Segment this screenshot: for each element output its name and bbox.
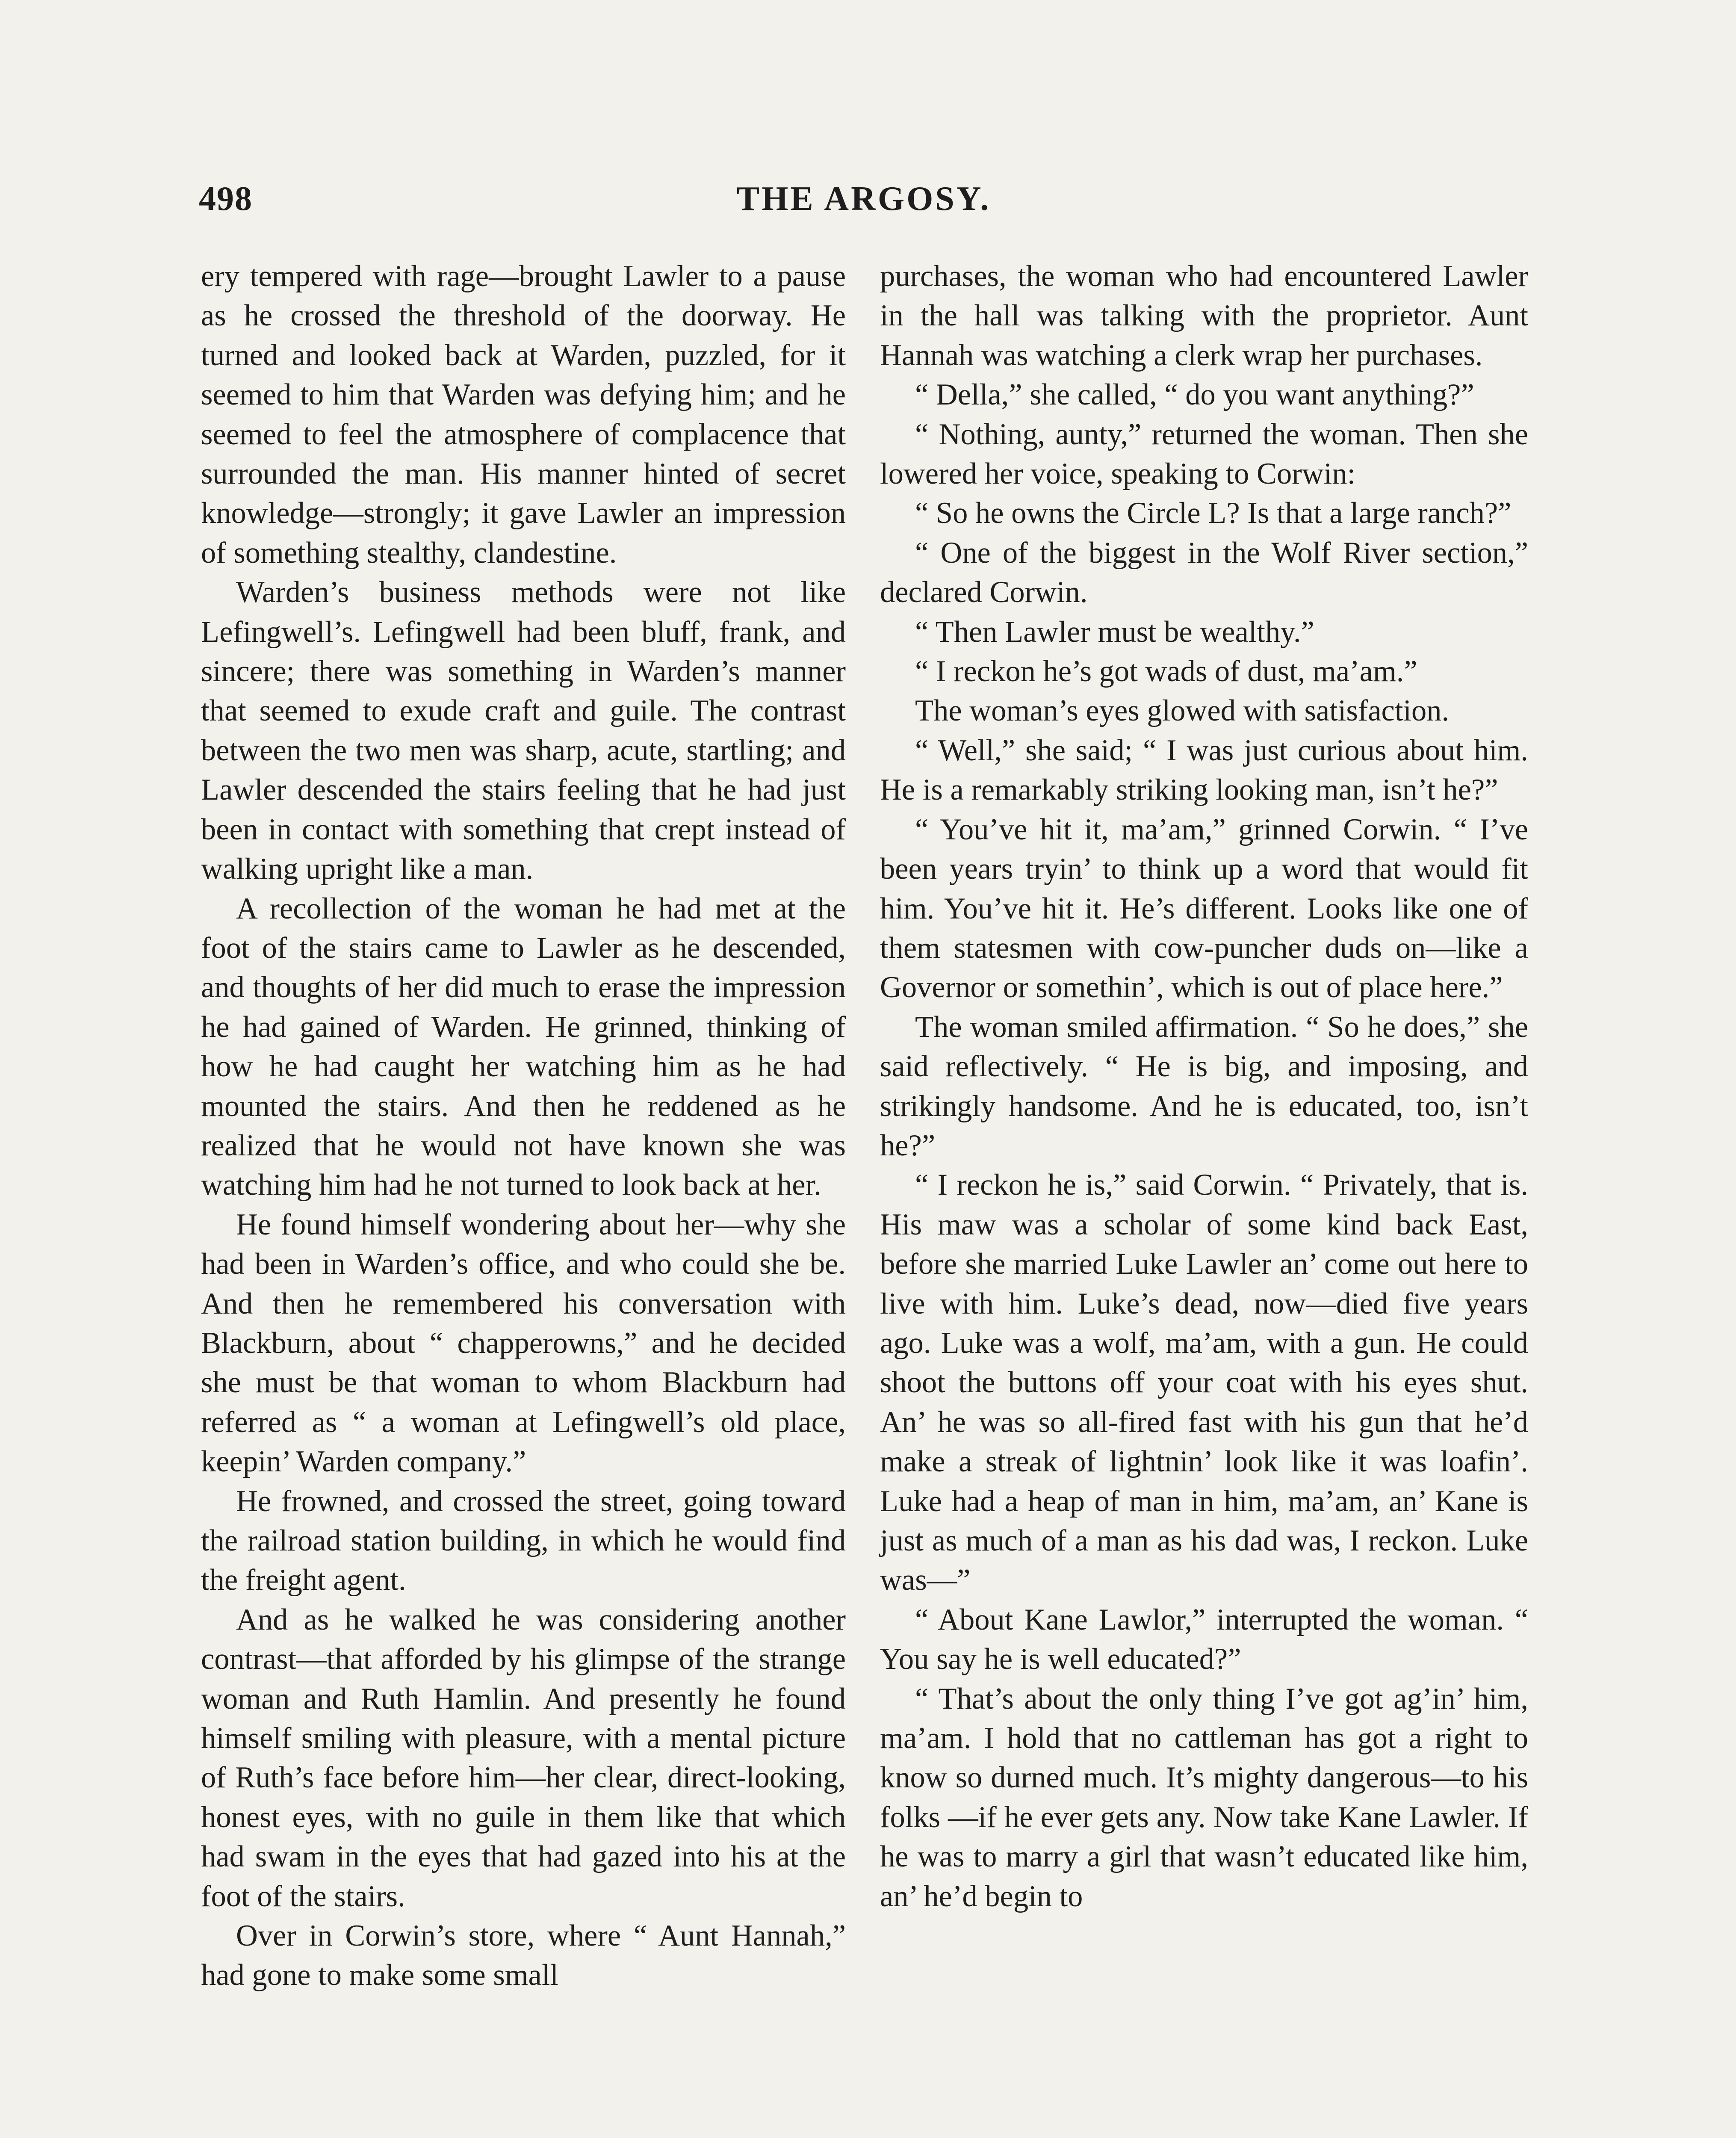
right-column <box>880 257 1528 1916</box>
paragraph: A recollection of the woman he had met at the foot of the stairs came to Lawler as he descended, and thoughts of her did much to erase the impression he had gained of Warden. He grinned, thinking of how he had caught her watching him as he had mounted the stairs. And then he reddened as he realized that he would not have known she was watching him had he not turned to look back at her. <box>201 892 846 1202</box>
paragraph: The woman smiled affirmation. “ So he does,” she said reflectively. “ He is big, and imposing, and strikingly handsome. And he is educated, too, isn’t he?” <box>880 1010 1528 1162</box>
page-number: 498 <box>199 180 253 218</box>
paragraph: And as he walked he was considering another contrast—that afforded by his glimpse of the strange woman and Ruth Hamlin. And presently he found himself smiling with pleasure, with a mental picture of Ruth’s face before him—her clear, direct-looking, honest eyes, with no guile in them like that which had swam in the eyes that had gazed into his at the foot of the stairs. <box>201 1603 846 1913</box>
paragraph: “ Then Lawler must be wealthy.” <box>915 615 1314 649</box>
running-title: THE ARGOSY. <box>736 180 991 218</box>
paragraph: “ Della,” she called, “ do you want anything?” <box>915 378 1474 412</box>
page-header <box>199 180 1529 227</box>
paragraph: Over in Corwin’s store, where “ Aunt Hannah,” had gone to make some small <box>201 1919 846 1992</box>
paragraph: He found himself wondering about her—why she had been in Warden’s office, and who could she be. And then he remembered his conversation with Blackburn, about “ chapperowns,” and he decided she must be that woman to whom Blackburn had referred as “ a woman at Lefingwell’s old place, keepin’ Warden company.” <box>201 1208 846 1479</box>
paragraph: “ Well,” she said; “ I was just curious about him. He is a remarkably striking looking man, isn’t he?” <box>880 733 1528 807</box>
paragraph: “ One of the biggest in the Wolf River section,” declared Corwin. <box>880 536 1528 609</box>
paragraph: purchases, the woman who had encountered Lawler in the hall was talking with the proprietor. Aunt Hannah was watching a clerk wrap her purchases. <box>880 260 1528 372</box>
paragraph: ery tempered with rage—brought Lawler to a pause as he crossed the threshold of the doorway. He turned and looked back at Warden, puzzled, for it seemed to him that Warden was defying him; and he seemed to feel the atmosphere of complacence that surrounded the man. His manner hinted of secret knowledge—strongly; it gave Lawler an impression of something stealthy, clandestine. <box>201 260 846 570</box>
paragraph: “ I reckon he’s got wads of dust, ma’am.” <box>915 655 1417 688</box>
left-column <box>201 257 846 1995</box>
paragraph: “ I reckon he is,” said Corwin. “ Privately, that is. His maw was a scholar of some kind back East, before she married Luke Lawler an’ come out here to live with him. Luke’s dead, now—died five years ago. Luke was a wolf, ma’am, with a gun. He could shoot the buttons off your coat with his eyes shut. An’ he was so all-fired fast with his gun that he’d make a streak of lightnin’ look like it was loafin’. Luke had a heap of man in him, ma’am, an’ Kane is just as much of a man as his dad was, I reckon. Luke was—” <box>880 1168 1528 1597</box>
paragraph: He frowned, and crossed the street, going toward the railroad station building, in which he would find the freight agent. <box>201 1484 846 1597</box>
paragraph: “ About Kane Lawlor,” interrupted the woman. “ You say he is well educated?” <box>880 1603 1528 1676</box>
paragraph: The woman’s eyes glowed with satisfaction. <box>915 694 1450 728</box>
paragraph: “ You’ve hit it, ma’am,” grinned Corwin. “ I’ve been years tryin’ to think up a word that would fit him. You’ve hit it. He’s different. Looks like one of them statesmen with cow-puncher duds on—like a Governor or somethin’, which is out of place here.” <box>880 812 1528 1004</box>
paragraph: “ Nothing, aunty,” returned the woman. Then she lowered her voice, speaking to Corwin: <box>880 417 1528 491</box>
paragraph: “ So he owns the Circle L? Is that a large ranch?” <box>915 496 1512 530</box>
paragraph: Warden’s business methods were not like Lefingwell’s. Lefingwell had been bluff, frank, and sincere; there was something in Warden’s manner that seemed to exude craft and guile. The contrast between the two men was sharp, acute, startling; and Lawler descended the stairs feeling that he had just been in contact with something that crept instead of walking upright like a man. <box>201 576 846 886</box>
paragraph: “ That’s about the only thing I’ve got ag’in’ him, ma’am. I hold that no cattleman has got a right to know so durned much. It’s mighty dangerous—to his folks —if he ever gets any. Now take Kane Lawler. If he was to marry a girl that wasn’t educated like him, an’ he’d begin to <box>880 1682 1528 1913</box>
